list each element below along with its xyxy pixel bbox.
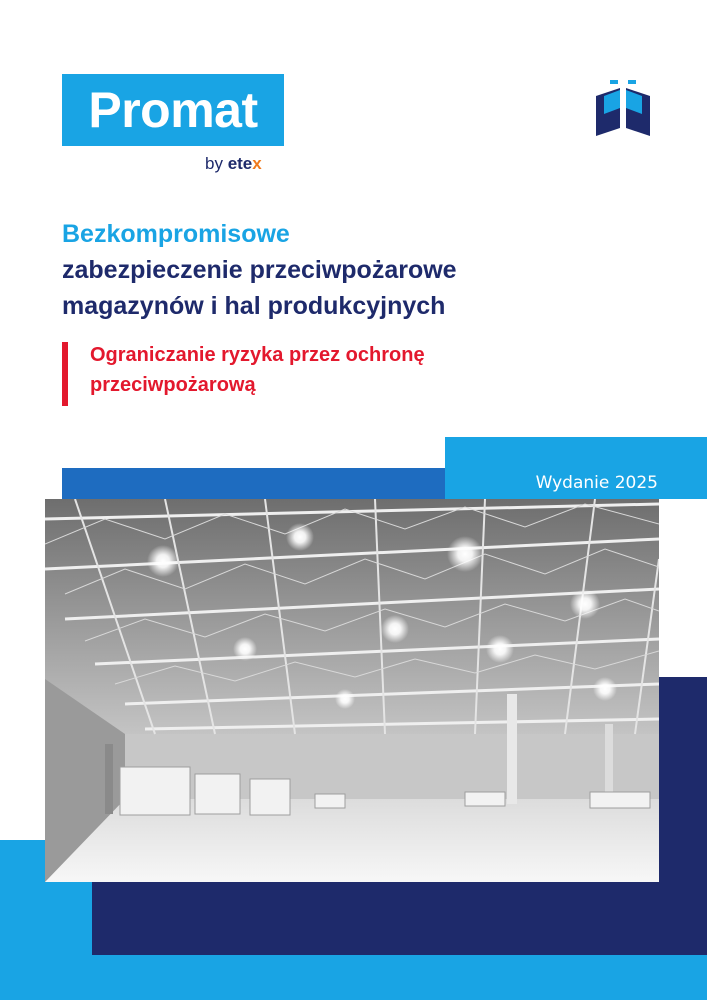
- decor-block-navy-bottom: [92, 882, 707, 955]
- title-line-2: zabezpieczenie przeciwpożarowe: [62, 256, 457, 284]
- warehouse-photo: [45, 499, 659, 882]
- cube-emblem-icon: [590, 78, 656, 144]
- logo-text: Promat: [88, 82, 258, 138]
- subtitle-line-2: przeciwpożarową: [90, 374, 256, 396]
- title-line-1: Bezkompromisowe: [62, 220, 290, 248]
- decor-block-light-bottom: [92, 955, 707, 1000]
- title-line-3: magazynów i hal produkcyjnych: [62, 292, 446, 320]
- byline-by: by: [205, 154, 228, 173]
- byline: [205, 154, 262, 174]
- promat-logo: [62, 74, 284, 146]
- edition-label: Wydanie 2025: [535, 473, 658, 493]
- decor-strip-mid-blue: [62, 468, 445, 499]
- warehouse-illustration: [45, 499, 659, 882]
- subtitle-accent-bar: [62, 342, 68, 406]
- subtitle-line-1: Ograniczanie ryzyka przez ochronę: [90, 344, 425, 366]
- etex-x-mark: x: [252, 154, 262, 173]
- etex-logo-text: ete: [227, 154, 253, 173]
